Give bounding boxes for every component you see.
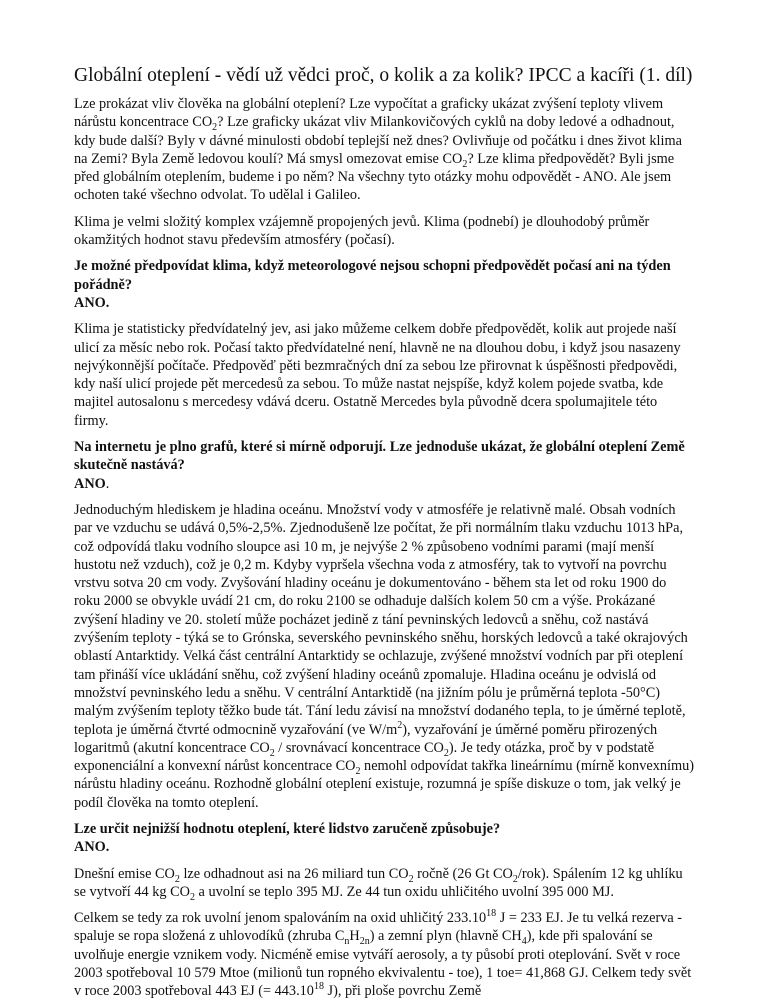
document-title: Globální oteplení - vědí už vědci proč, o kolik a za kolik? IPCC a kacíři (1. díl): [74, 65, 693, 86]
question-3: Lze určit nejnižší hodnotu oteplení, které lidstvo zaručeně způsobuje?: [74, 820, 501, 837]
answer-2: ANO.: [74, 475, 110, 492]
answer-1: ANO.: [74, 294, 110, 311]
question-1-paragraph: Klima je statisticky předvídatelný jev, asi jako můžeme celkem dobře předpovědět, kolik aut projede naší ulicí za měsíc nebo rok. Počasí takto předvídatelné není, hlavně ne na dlouhou dobu, i když jsou nasazeny nejvýkonnější počítače. Předpověď pěti bezmračných dní za sebou lze přirovnat k úspěšnosti předpovědi, kdy naší ulicí projede pět mercedesů za sebou. To může nastat nejspíše, když kolem pojede svatba, kde majitel autosalonu s mercedesy vdává dceru. Ostatně Mercedes byla původně dcera spolumajitele této firmy.: [74, 321, 681, 429]
question-2-paragraph: Jednoduchým hlediskem je hladina oceánu. Množství vody v atmosféře je relativně malé. Obsah vodních par ve vzduchu se udává 0,5%-2,5%. Zjednodušeně lze počítat, že při normálním tlaku vzduchu 1013 hPa, což odpovídá tlaku vodního sloupce asi 10 m, je nejvýše 2 % způsobeno vodními parami (mají menší hustotu než vzduch), což je 0,2 m. Kdyby vypršela všechna voda z atmosféry, tak to vytvoří na povrchu vrstvu sotva 20 cm vody. Zvyšování hladiny oceánu je dokumentováno - během sta let od roku 1900 do roku 2000 se obvykle uvádí 21 cm, do roku 2100 se odhaduje dalších kolem 50 cm a výše. Prokázané zvýšení hladiny ve 20. století může pocházet jedině z tání pevninských ledovců a sněhu, což nastává zvýšením teploty - týká se to Grónska, severského pevninského sněhu, horských ledovců a také okrajových oblastí Antarktidy. Velká část centrální Antarktidy se ochlazuje, zvýšené množství vodních par při oteplení tam přináší více ukládání sněhu, což zvýšení hladiny oceánů zpomaluje. Hladina oceánu je odvislá od množství pevninského ledu a sněhu. V centrální Antarktidě (na jižním pólu je průměrná teplota -50°C) malým zvýšením teploty těžko bude tát. Tání ledu závisí na množství dodaného tepla, to je úměrné teplotě, teplota je úměrná čtvrté odmocnině vyzařování (ve $W/m^2$), vyzařování je úměrné poměru přirozených logaritmů (akutní koncentrace $CO_2$ / srovnávací koncentrace $CO_2$). Je tedy otázka, proč by v podstatě exponenciální a konvexní nárůst koncentrace $CO_2$ nemohl odpovídat takřka lineárnímu (mírně konvexnímu) nárůstu hladiny oceánu. Rozhodně globální oteplení existuje, rozumná je spíše diskuze o tom, jak velký je podíl člověka na tomto oteplení.: [74, 501, 694, 811]
question-3-paragraph-energy: Celkem se tedy za rok uvolní jenom spalováním na oxid uhličitý 233.10$^{18}$ J = 233 EJ. Je tu velká rezerva - spaluje se ropa složená z uhlovodíků (zhruba $C_nH_{2n}$) a zemní plyn (hlavně $CH_4$), kde při spalování se uvolňuje energie vznikem vody. Nicméně emise vytváří aerosoly, a ty působí proti oteplování. Svět v roce 2003 spotřeboval 10 579 Mtoe (milionů tun ropného ekvivalentu - toe), 1 toe= 41,868 GJ. Celkem tedy svět v roce 2003 spotřeboval 443 EJ (= $443.10^{18}$ J), při ploše povrchu Země: [74, 908, 692, 1000]
climate-definition-paragraph: Klima je velmi složitý komplex vzájemně propojených jevů. Klima (podnebí) je dlouhodobý průměr okamžitých hodnot stavu především atmosféry (počasí).: [74, 213, 650, 249]
intro-paragraph: Lze prokázat vliv člověka na globální oteplení? Lze vypočítat a graficky ukázat zvýšení teploty vlivem nárůstu koncentrace $CO_2$? Lze graficky ukázat vliv Milankovičových cyklů na doby ledové a odhadnout, kdy bude další? Byly v dávné minulosti období teplejší než dnes? Ovlivňuje od počátku i dnes život klima na Zemi? Byla Země ledovou koulí? Má smysl omezovat emise $CO_2$? Lze klima předpovědět? Byli jsme před globálním oteplením, budeme i po něm? Na všechny tyto otázky mohu odpovědět - ANO. Ale jsem ochoten také všechno odvolat. To udělal i Galileo.: [74, 96, 682, 204]
question-1: Je možné předpovídat klima, když meteorologové nejsou schopni předpovědět počasí ani na týden pořádně?: [74, 258, 671, 293]
answer-3: ANO.: [74, 839, 110, 856]
question-3-paragraph-emissions: Dnešní emise $CO_2$ lze odhadnout asi na 26 miliard tun $CO_2$ ročně (26 Gt $CO_2/rok$). Spálením 12 kg uhlíku se vytvoří 44 kg $CO_2$ a uvolní se teplo 395 MJ. Ze 44 tun oxidu uhličitého uvolní 395 000 MJ.: [74, 865, 683, 903]
question-2: Na internetu je plno grafů, které si mírně odporují. Lze jednoduše ukázat, že globální oteplení Země skutečně nastává?: [74, 439, 685, 474]
